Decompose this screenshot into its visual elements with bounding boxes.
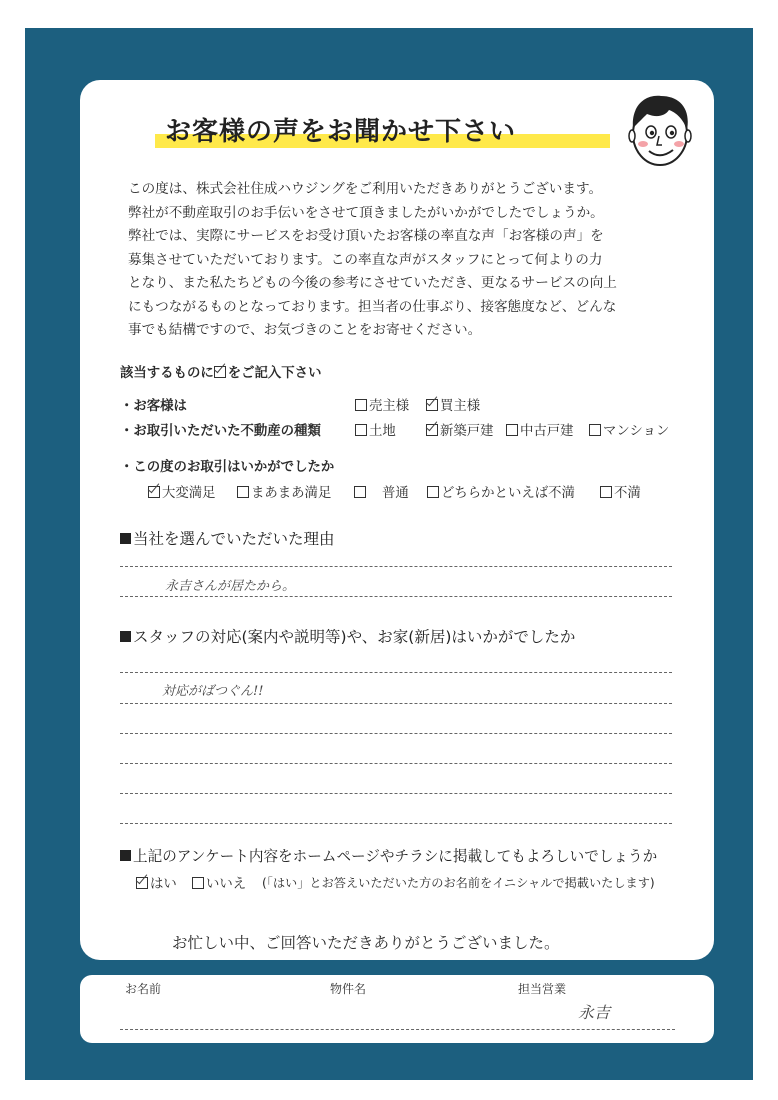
checkbox-checked[interactable] bbox=[426, 424, 438, 436]
mascot-face-icon bbox=[621, 88, 699, 170]
intro-line: にもつながるものとなっております。担当者の仕事ぶり、接客態度など、どんな bbox=[128, 298, 617, 315]
thanks-message: お忙しい中、ご回答いただきありがとうございました。 bbox=[172, 934, 560, 952]
customer-type-label: ・お客様は bbox=[120, 399, 187, 414]
reason-heading: 当社を選んでいただいた理由 bbox=[120, 527, 335, 549]
intro-line: となり、また私たちどもの今後の参考にさせていただき、更なるサービスの向上 bbox=[128, 275, 617, 291]
intro-line: 弊社が不動産取引のお手伝いをさせて頂きましたがいかがでしたでしょうか。 bbox=[128, 204, 604, 221]
property-label: 物件名 bbox=[330, 982, 367, 996]
answer-line bbox=[120, 793, 672, 794]
sales-label: 担当営業 bbox=[518, 982, 567, 996]
option-somewhat-satisfied[interactable]: まあまあ満足 bbox=[237, 482, 331, 501]
option-land[interactable]: 土地 bbox=[355, 420, 396, 439]
instruction-suffix: をご記入下さい bbox=[227, 366, 322, 381]
check-mark-icon bbox=[214, 366, 226, 378]
intro-line: 事でも結構ですので、お気づきのことをお寄せください。 bbox=[128, 322, 482, 338]
answer-line bbox=[120, 596, 672, 597]
option-publish-yes[interactable]: はい bbox=[136, 873, 177, 892]
checkbox-checked[interactable] bbox=[148, 486, 160, 498]
instruction-prefix: 該当するものに bbox=[120, 366, 214, 381]
option-very-satisfied[interactable]: 大変満足 bbox=[148, 482, 216, 501]
answer-line bbox=[120, 703, 672, 704]
answer-line bbox=[120, 823, 672, 824]
option-publish-no[interactable]: いいえ bbox=[192, 873, 246, 892]
intro-line: 弊社では、実際にサービスをお受け頂いたお客様の率直な声「お客様の声」を bbox=[128, 228, 604, 244]
footer-card bbox=[80, 975, 714, 1043]
checkbox[interactable] bbox=[506, 424, 518, 436]
option-buyer[interactable]: 買主様 bbox=[426, 395, 480, 414]
checkbox-checked[interactable] bbox=[136, 877, 148, 889]
option-mansion[interactable]: マンション bbox=[589, 420, 669, 439]
option-somewhat-dissatisfied[interactable]: どちらかといえば不満 bbox=[427, 482, 575, 501]
name-label: お名前 bbox=[125, 982, 162, 996]
option-new-house[interactable]: 新築戸建 bbox=[426, 420, 494, 439]
answer-line bbox=[120, 763, 672, 764]
answer-line bbox=[120, 566, 672, 567]
square-bullet-icon bbox=[120, 631, 131, 642]
checkbox[interactable] bbox=[589, 424, 601, 436]
staff-heading: スタッフの対応(案内や説明等)や、お家(新居)はいかがでしたか bbox=[120, 625, 575, 647]
intro-line: この度は、株式会社住成ハウジングをご利用いただきありがとうございます。 bbox=[128, 181, 603, 197]
checkbox[interactable] bbox=[355, 399, 367, 411]
option-dissatisfied[interactable]: 不満 bbox=[600, 482, 641, 501]
sales-signature: 永吉 bbox=[578, 1003, 611, 1022]
checkbox[interactable] bbox=[192, 877, 204, 889]
publish-heading: 上記のアンケート内容をホームページやチラシに掲載してもよろしいでしょうか bbox=[120, 845, 657, 866]
footer-line bbox=[120, 1029, 675, 1030]
option-seller[interactable]: 売主様 bbox=[355, 395, 409, 414]
checkbox[interactable] bbox=[427, 486, 439, 498]
intro-text bbox=[128, 178, 688, 343]
page-title: お客様の声をお聞かせ下さい bbox=[165, 117, 517, 147]
checkbox[interactable] bbox=[237, 486, 249, 498]
publish-note: (「はい」とお答えいただいた方のお名前をイニシャルで掲載いたします) bbox=[262, 876, 655, 890]
square-bullet-icon bbox=[120, 533, 131, 544]
answer-line bbox=[120, 733, 672, 734]
option-neutral[interactable]: 普通 bbox=[354, 482, 409, 501]
checkbox[interactable] bbox=[355, 424, 367, 436]
satisfaction-label: ・この度のお取引はいかがでしたか bbox=[120, 460, 335, 475]
option-used-house[interactable]: 中古戸建 bbox=[506, 420, 574, 439]
intro-line: 募集させていただいております。この率直な声がスタッフにとって何よりの力 bbox=[128, 251, 603, 268]
answer-line bbox=[120, 672, 672, 673]
reason-answer: 永吉さんが居たから。 bbox=[165, 579, 296, 594]
checkbox[interactable] bbox=[600, 486, 612, 498]
checkbox[interactable] bbox=[354, 486, 366, 498]
checkbox-checked[interactable] bbox=[426, 399, 438, 411]
instruction bbox=[120, 362, 321, 381]
property-type-label: ・お取引いただいた不動産の種類 bbox=[120, 424, 321, 439]
staff-answer: 対応がばつぐん!! bbox=[162, 684, 264, 699]
square-bullet-icon bbox=[120, 850, 131, 861]
